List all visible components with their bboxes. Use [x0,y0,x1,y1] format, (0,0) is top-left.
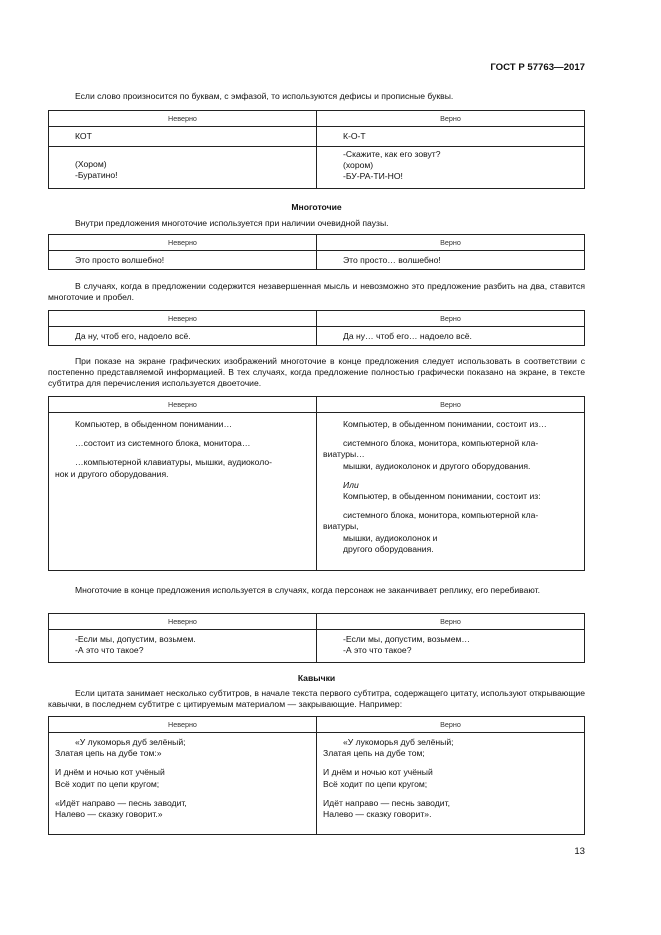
column-header-right: Верно [317,311,585,327]
cell-wrong: КОТ [75,131,92,141]
paragraph-text: Многоточие в конце предложения используется в случаях, когда персонаж не заканчивает реплику, его перебивают. [75,585,541,595]
cell-line: мышки, аудиоколонок и другого оборудования. [343,460,531,471]
column-header-right: Верно [317,111,585,127]
cell-line: Златая цепь на дубе том:» [55,748,162,759]
table-unfinished [48,310,585,346]
column-header-wrong: Неверно [49,397,317,413]
cell-line: «Идёт направо — песнь заводит, [55,797,187,808]
column-header-wrong: Неверно [49,111,317,127]
cell-line: -А это что такое? [75,645,144,656]
paragraph-unfinished [48,281,585,303]
cell-line: Златая цепь на дубе том; [323,748,425,759]
column-header-right: Верно [317,717,585,733]
cell-line: Компьютер, в обыденном понимании… [75,419,233,429]
cell-line: -БУ-РА-ТИ-НО! [343,171,403,182]
cell-line: -Если мы, допустим, возьмем. [75,634,196,644]
cell-line: …состоит из системного блока, монитора… [75,438,251,449]
cell-wrong: Это просто волшебно! [75,255,165,265]
cell-right: Это просто… волшебно! [343,255,441,265]
column-header-right: Верно [317,235,585,251]
cell-line: Налево — сказку говорит.» [55,809,163,820]
cell-line: виатуры… [323,449,365,460]
cell-line: …компьютерной клавиатуры, мышки, аудиоколо- [75,457,273,468]
cell-line: мышки, аудиоколонок и [343,532,438,543]
cell-right: Да ну… чтоб его… надоело всё. [343,331,472,341]
paragraph-graphics [48,356,585,390]
cell-line: Идёт направо — песнь заводит, [323,797,450,808]
cell-line: «У лукоморья дуб зелёный; [75,737,186,747]
paragraph-quotes [48,688,585,710]
paragraph-pause [48,218,585,229]
cell-wrong: Да ну, чтоб его, надоело всё. [75,331,191,341]
table-pause [48,234,585,270]
cell-or: Или [343,479,359,490]
heading-text: Многоточие [291,202,342,212]
cell-line: Налево — сказку говорит». [323,809,432,820]
paragraph-interrupt [48,585,585,596]
cell-line: (хором) [343,160,374,171]
paragraph-text: Если слово произносится по буквам, с эмфазой, то используются дефисы и прописные буквы. [75,91,454,101]
cell-line: другого оборудования. [343,543,434,554]
document-header: ГОСТ Р 57763—2017 [490,62,585,73]
column-header-wrong: Неверно [49,235,317,251]
cell-line: Компьютер, в обыденном понимании, состоит из: [343,491,541,502]
column-header-right: Верно [317,397,585,413]
table-graphics [48,396,585,571]
cell-line: И днём и ночью кот учёный [323,767,433,778]
table-quotes [48,716,585,835]
cell-right: К-О-Т [343,131,366,141]
cell-line: Компьютер, в обыденном понимании, состоит из… [343,419,547,429]
column-header-wrong: Неверно [49,311,317,327]
table-interrupt [48,613,585,663]
cell-line: -Буратино! [75,170,118,181]
heading-text: Кавычки [297,673,336,683]
paragraph-text: При показе на экране графических изображений многоточие в конце предложения следует использовать в соответствии с постепенно представляемой информацией. В тех случаях, когда предложение полностью графически показано на экране, в тексте субтитра для перечисления используется двоеточие. [48,356,585,389]
section-heading-quotes [48,673,585,684]
table-spelling [48,110,585,189]
cell-line: -Скажите, как его зовут? [343,149,441,159]
paragraph-spelling [48,91,585,102]
column-header-wrong: Неверно [49,614,317,630]
page-number: 13 [574,846,585,857]
cell-line: Всё ходит по цепи кругом; [323,778,428,789]
cell-line: И днём и ночью кот учёный [55,767,165,778]
cell-line: системного блока, монитора, компьютерной кла- [343,438,539,449]
column-header-wrong: Неверно [49,717,317,733]
cell-line: (Хором) [75,159,107,169]
section-heading-ellipsis [48,202,585,213]
cell-line: -А это что такое? [343,645,412,656]
cell-line: нок и другого оборудования. [55,468,169,479]
cell-line: «У лукоморья дуб зелёный; [343,737,454,747]
cell-line: Всё ходит по цепи кругом; [55,778,160,789]
cell-line: -Если мы, допустим, возьмем… [343,634,470,644]
column-header-right: Верно [317,614,585,630]
paragraph-text: В случаях, когда в предложении содержится незавершенная мысль и невозможно это предложение разбить на два, ставится многоточие и пробел. [48,281,585,303]
paragraph-text: Внутри предложения многоточие используется при наличии очевидной паузы. [75,218,389,228]
cell-line: системного блока, монитора, компьютерной кла- [343,510,539,521]
paragraph-text: Если цитата занимает несколько субтитров, в начале текста первого субтитра, содержащего цитату, используют открывающие кавычки, в последнем субтитре с цитируемым материалом — закрывающие. Например: [48,688,585,710]
cell-line: виатуры, [323,521,359,532]
